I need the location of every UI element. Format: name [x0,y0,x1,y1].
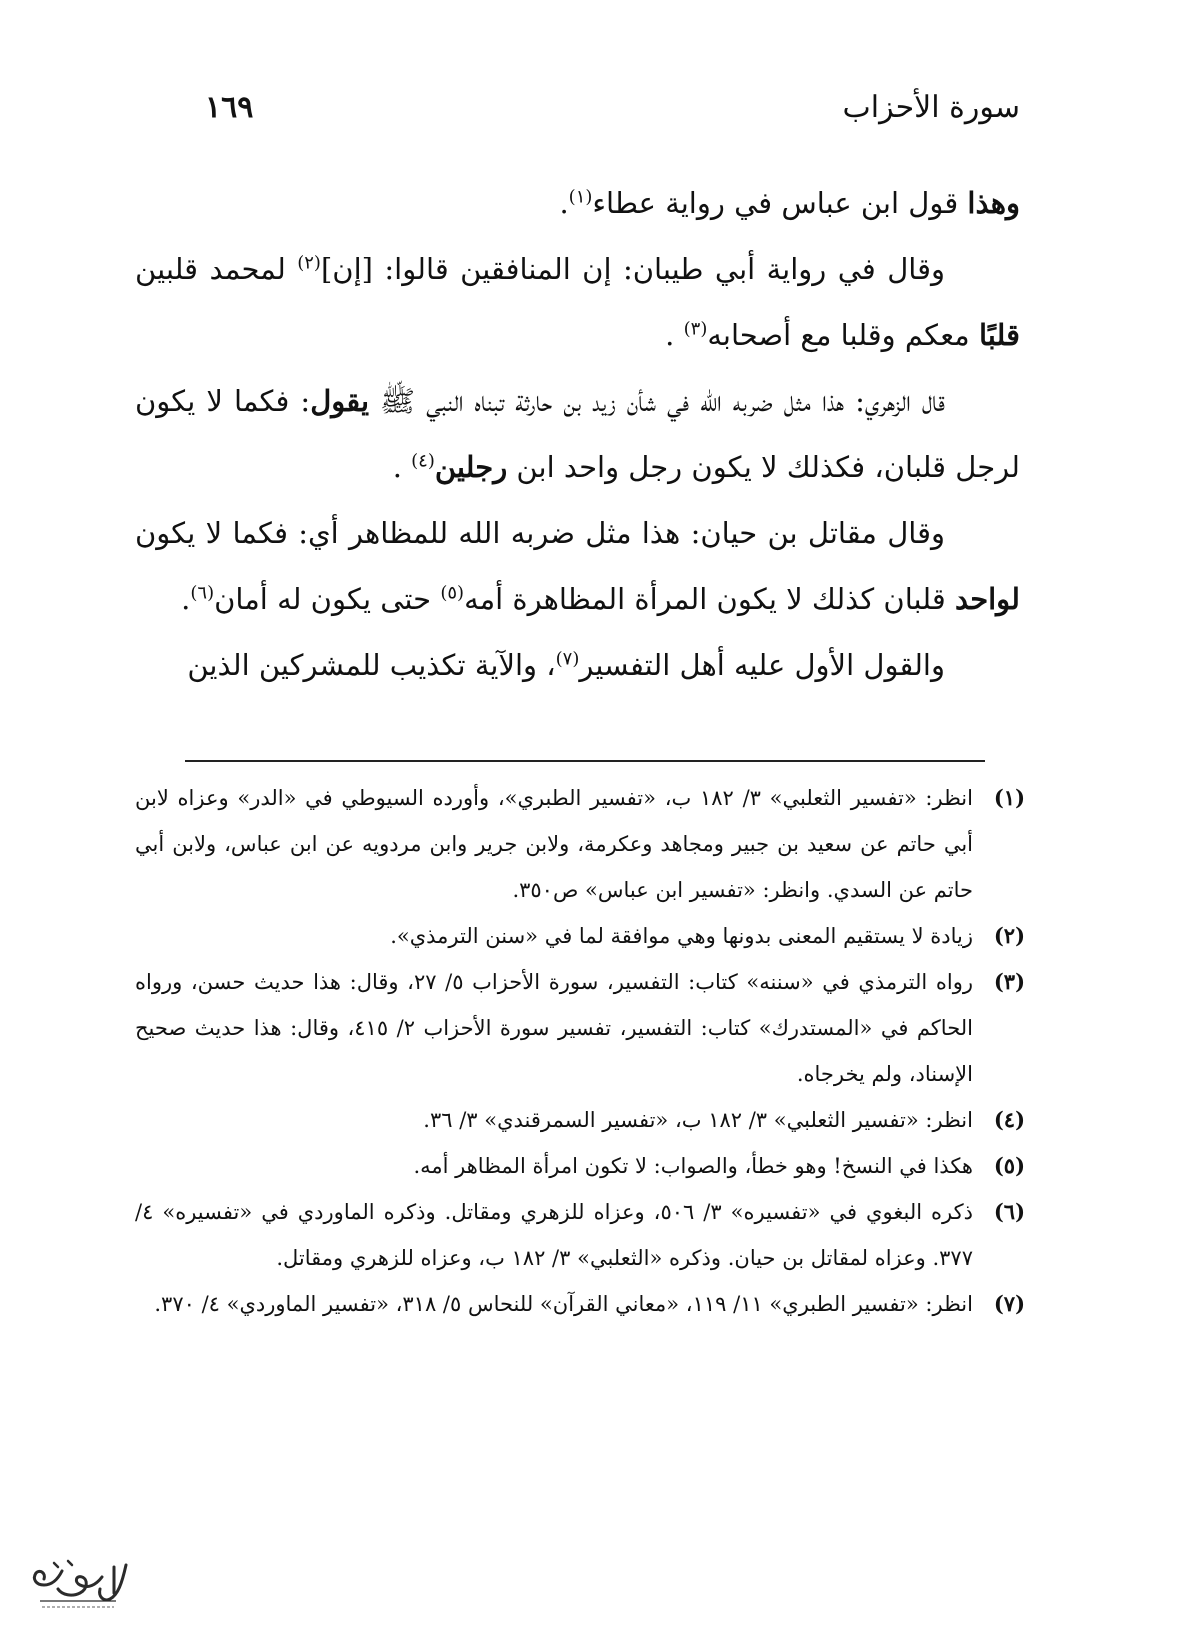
paragraph-lead-word: لواحد [954,582,1020,616]
main-text [135,170,1020,698]
footnote-item [135,913,1025,959]
footnote-ref: (٢) [297,252,321,274]
paragraph-lead-word: قلبًا [978,318,1020,352]
paragraph-1 [135,170,1020,236]
footnote-divider [185,760,985,762]
footnote-number: (٦) [993,1199,1025,1224]
paragraph-end: . [559,186,569,220]
footnote-item [135,1189,1025,1281]
paragraph-lead-word: يقول [310,384,370,418]
surah-title: سورة الأحزاب [842,90,1020,125]
footnote-text: زيادة لا يستقيم المعنى بدونها وهي موافقة لما في «سنن الترمذي». [390,924,973,948]
paragraph-text: لمحمد قلبين [135,252,298,286]
footnote-number: (٤) [993,1107,1025,1132]
paragraph-4 [135,500,1020,632]
paragraph-2 [135,236,1020,368]
paragraph-text: وقال مقاتل بن حيان: هذا مثل ضربه الله للمظاهر أي: فكما لا يكون [135,516,945,550]
paragraph-end: . [392,450,412,484]
footnote-text: انظر: «تفسير الثعلبي» ٣/ ١٨٢ ب، «تفسير السمرقندي» ٣/ ٣٦. [423,1108,973,1132]
footnote-ref: (١) [568,186,593,208]
footnote-ref: (٤) [411,450,435,472]
footnote-text: رواه الترمذي في «سننه» كتاب: التفسير، سورة الأحزاب ٥/ ٢٧، وقال: هذا حديث حسن، ورواه الحاكم في «المستدرك» كتاب: التفسير، تفسير سورة الأحزاب ٢/ ٤١٥، وقال: هذا حديث صحيح الإسناد، ولم يخرجاه. [135,970,973,1086]
paragraph-text: وقال في رواية أبي طيبان: إن المنافقين قالوا: [إن] [320,252,945,286]
footnote-ref: (٧) [555,648,580,670]
footnote-text: انظر: «تفسير الطبري» ١١/ ١١٩، «معاني القرآن» للنحاس ٥/ ٣١٨، «تفسير الماوردي» ٤/ ٣٧٠. [154,1292,973,1316]
footnote-number: (٣) [993,969,1025,994]
footnote-text: ذكره البغوي في «تفسيره» ٣/ ٥٠٦، وعزاه للزهري ومقاتل. وذكره الماوردي في «تفسيره» ٤/ ٣٧٧. وعزاه لمقاتل بن حيان. وذكره «الثعلبي» ٣/ ١٨٢ ب، وعزاه للزهري ومقاتل. [135,1200,973,1270]
running-header [205,90,1020,136]
paragraph-text: حتى يكون له أمان [214,582,441,616]
footnote-item [135,1281,1025,1327]
page-number: ١٦٩ [205,90,254,125]
footnote-ref: (٣) [683,318,708,340]
paragraph-text: : فكما لا يكون لرجل قلبان، فكذلك لا يكون رجل واحد ابن [135,384,1020,484]
footnote-text: انظر: «تفسير الثعلبي» ٣/ ١٨٢ ب، «تفسير الطبري»، وأورده السيوطي في «الدر» وعزاه لابن أبي حاتم عن سعيد بن جبير ومجاهد وعكرمة، ولابن جرير وابن مردويه عن ابن عباس، ولابن أبي حاتم عن السدي. وانظر: «تفسير ابن عباس» ص٣٥٠. [135,786,973,902]
paragraph-end: . [181,582,191,616]
paragraph-text: قول ابن عباس في رواية عطاء [592,186,968,220]
paragraph-text: والقول الأول عليه أهل التفسير [579,648,945,682]
footnote-item [135,959,1025,1097]
paragraph-lead-word: رجلين [434,450,508,484]
footnote-item [135,775,1025,913]
footnote-ref: (٥) [440,582,465,604]
library-logo-icon [18,1555,138,1615]
paragraph-text: معكم وقلبا مع أصحابه [707,318,979,352]
footnote-text: هكذا في النسخ! وهو خطأ، والصواب: لا تكون امرأة المظاهر أمه. [413,1154,973,1178]
paragraph-3 [135,368,1020,500]
footnote-number: (٥) [993,1153,1025,1178]
footnote-number: (٢) [993,923,1025,948]
paragraph-lead-word: وهذا [967,186,1020,220]
footnote-number: (١) [993,785,1025,810]
footnote-ref: (٦) [190,582,215,604]
watermark-calligraphy [18,1555,138,1615]
footnote-item [135,1143,1025,1189]
paragraph-end: . [665,318,684,352]
footnotes [135,775,1025,1327]
footnote-number: (٧) [993,1291,1025,1316]
paragraph-text: قال الزهري: هذا مثل ضربه الله في شأن زيد بن حارثة تبناه النبي ﷺ [369,384,945,418]
paragraph-text: ، والآية تكذيب للمشركين الذين [187,648,556,682]
paragraph-text: قلبان كذلك لا يكون المرأة المظاهرة أمه [464,582,955,616]
footnote-item [135,1097,1025,1143]
paragraph-5 [135,632,1020,698]
